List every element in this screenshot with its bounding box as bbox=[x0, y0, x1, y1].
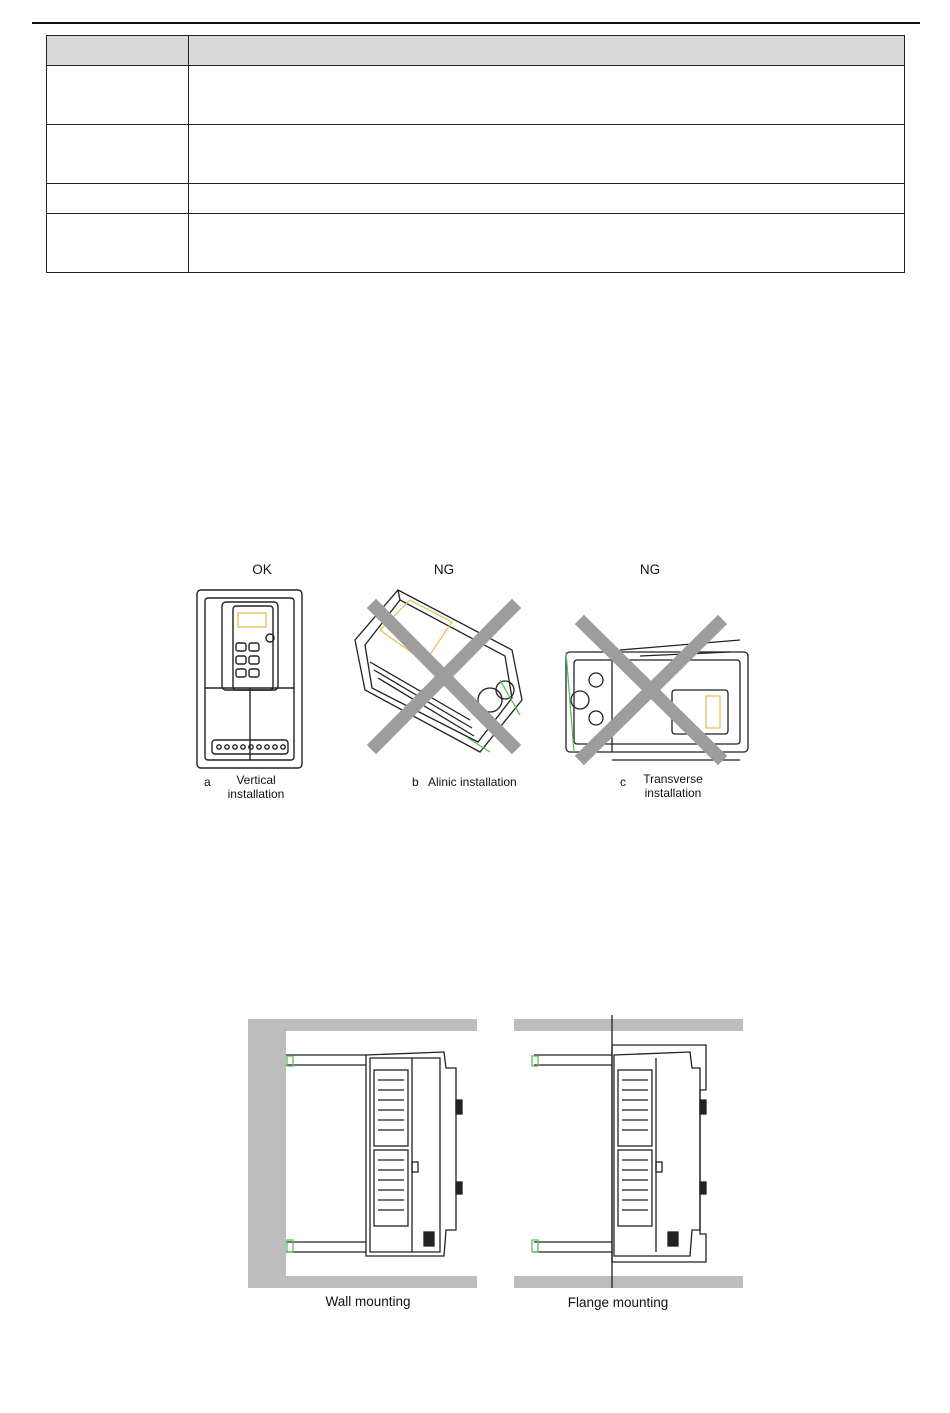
caption-letter-c: c bbox=[620, 775, 626, 789]
ceiling-plate bbox=[248, 1019, 477, 1031]
caption-alinic: Alinic installation bbox=[428, 775, 517, 789]
status-ok-label: OK bbox=[252, 562, 272, 577]
floor-plate bbox=[248, 1276, 477, 1288]
caption-line: Vertical bbox=[236, 773, 276, 787]
wall-plate bbox=[248, 1031, 286, 1276]
caption-line: installation bbox=[644, 786, 702, 800]
caption-letter-a: a bbox=[204, 775, 211, 789]
ceiling-plate bbox=[514, 1019, 743, 1031]
caption-letter-b: b bbox=[412, 775, 419, 789]
status-ng-label: NG bbox=[433, 562, 455, 577]
caption-flange-mounting: Flange mounting bbox=[567, 1295, 669, 1310]
caption-wall-mounting: Wall mounting bbox=[325, 1294, 411, 1309]
caption-line: Transverse bbox=[643, 772, 703, 786]
wall-mounting-drawing bbox=[248, 1019, 477, 1288]
status-ng-label: NG bbox=[639, 562, 661, 577]
flange-mounting-drawing bbox=[514, 1015, 743, 1288]
floor-plate bbox=[514, 1276, 743, 1288]
caption-line: installation bbox=[227, 787, 285, 801]
